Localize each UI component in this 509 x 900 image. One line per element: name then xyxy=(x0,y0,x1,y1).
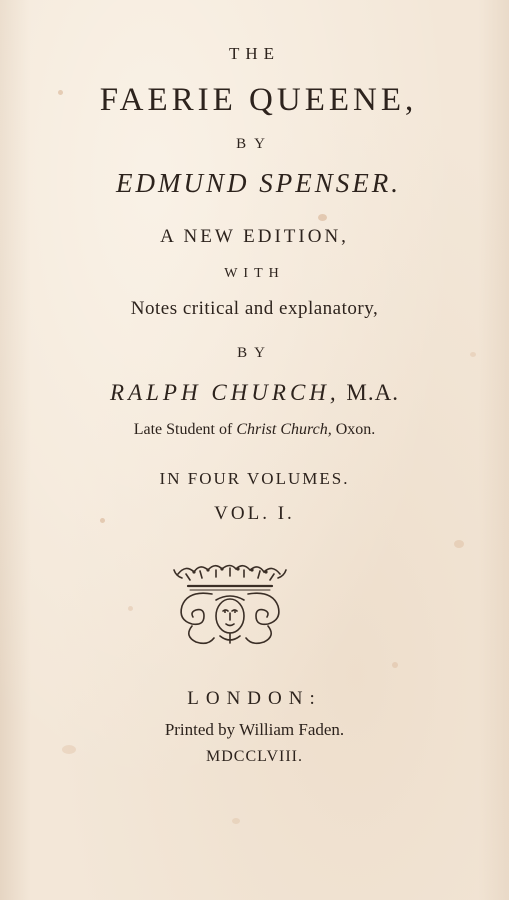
editor-name: RALPH CHURCH, xyxy=(110,380,340,405)
editor-affiliation xyxy=(0,421,509,439)
foxing-stain xyxy=(318,214,327,221)
imprint-year: MDCCLVIII. xyxy=(206,748,303,765)
foxing-stain xyxy=(454,540,464,548)
book-title: FAERIE QUEENE, xyxy=(99,82,418,118)
with-label: WITH xyxy=(224,266,285,281)
fleuron-ornament xyxy=(168,560,292,650)
foxing-stain xyxy=(128,606,133,611)
imprint-printer: Printed by William Faden. xyxy=(164,720,345,739)
by-label-editor: BY xyxy=(237,345,272,361)
volume-number: VOL. I. xyxy=(214,503,295,524)
notes-statement: Notes critical and explanatory, xyxy=(130,298,379,319)
affiliation-place: Oxon. xyxy=(335,421,376,438)
title-article: THE xyxy=(228,44,281,63)
affiliation-college: Christ Church, xyxy=(236,421,332,438)
editor-degree: M.A. xyxy=(346,380,399,405)
author-name: EDMUND SPENSER. xyxy=(116,168,401,198)
foxing-stain xyxy=(392,662,398,668)
foxing-stain xyxy=(232,818,240,824)
volumes-statement: IN FOUR VOLUMES. xyxy=(159,469,350,488)
affiliation-prefix: Late Student of xyxy=(133,421,233,438)
imprint-city: LONDON: xyxy=(187,688,322,709)
edition-statement: A NEW EDITION, xyxy=(160,226,349,247)
editor-line xyxy=(0,380,509,406)
by-label: BY xyxy=(236,136,273,152)
